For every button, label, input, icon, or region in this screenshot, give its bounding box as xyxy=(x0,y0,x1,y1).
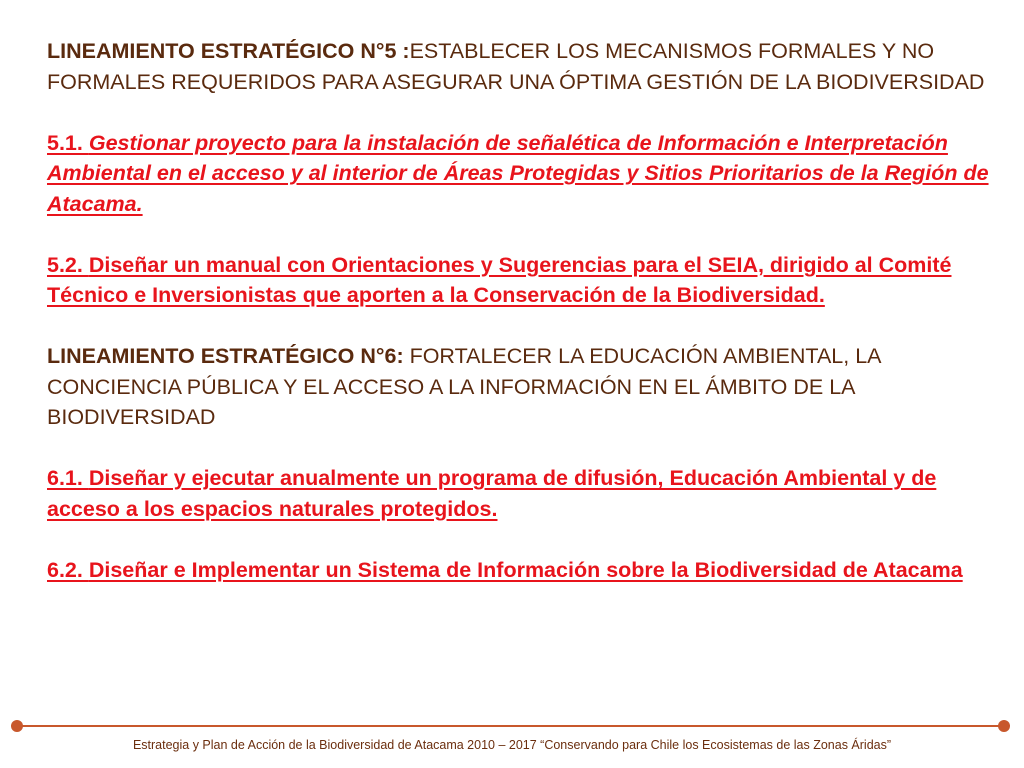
spacer xyxy=(47,97,997,128)
action-item-text: Diseñar e Implementar un Sistema de Información sobre la Biodiversidad de Atacama xyxy=(88,557,963,582)
strategic-line-6-text: FORTALECER LA EDUCACIÓN AMBIENTAL, LA CONCIENCIA PÚBLICA Y EL ACCESO A LA INFORMACIÓN EN EL ÁMBITO DE LA BIODIVERSIDAD xyxy=(47,344,881,429)
strategic-line-5-label: LINEAMIENTO ESTRATÉGICO N°5 : xyxy=(47,39,410,63)
action-item-text: Diseñar un manual con Orientaciones y Sugerencias para el SEIA, dirigido al Comité Técnico e Inversionistas que aporten a la Conservación de la Biodiversidad. xyxy=(47,252,952,307)
action-item-number: 6.2. xyxy=(47,557,89,582)
strategic-line-6-label: LINEAMIENTO ESTRATÉGICO N°6: xyxy=(47,344,410,368)
action-item-6-2[interactable] xyxy=(47,555,997,586)
footer-divider xyxy=(11,720,1010,732)
spacer xyxy=(47,433,997,464)
action-item-6-1[interactable] xyxy=(47,463,997,524)
footer-rule xyxy=(17,725,1004,727)
action-item-number: 5.1. xyxy=(47,130,89,155)
action-item-text: Diseñar y ejecutar anualmente un programa de difusión, Educación Ambiental y de acceso a los espacios naturales protegidos. xyxy=(47,466,937,521)
divider-dot-right-icon xyxy=(998,720,1010,732)
action-item-5-2[interactable] xyxy=(47,250,997,311)
strategic-line-5-text: ESTABLECER LOS MECANISMOS FORMALES Y NO FORMALES REQUERIDOS PARA ASEGURAR UNA ÓPTIMA GESTIÓN DE LA BIODIVERSIDAD xyxy=(47,39,985,94)
spacer xyxy=(47,524,997,555)
action-item-text: Gestionar proyecto para la instalación de señalética de Información e Interpretación Ambiental en el acceso y al interior de Áreas Protegidas y Sitios Prioritarios de la Región de Atacama. xyxy=(47,130,989,216)
strategic-line-5-heading xyxy=(47,36,997,97)
footer-caption: Estrategia y Plan de Acción de la Biodiversidad de Atacama 2010 – 2017 “Conservando para Chile los Ecosistemas de las Zonas Áridas” xyxy=(132,738,892,752)
spacer xyxy=(47,219,997,250)
slide-content xyxy=(47,36,997,585)
divider-dot-left-icon xyxy=(11,720,23,732)
action-item-number: 6.1. xyxy=(47,466,89,490)
spacer xyxy=(47,311,997,342)
strategic-line-6-heading xyxy=(47,341,997,433)
action-item-5-1[interactable] xyxy=(47,128,997,220)
action-item-number: 5.2. xyxy=(47,252,89,277)
